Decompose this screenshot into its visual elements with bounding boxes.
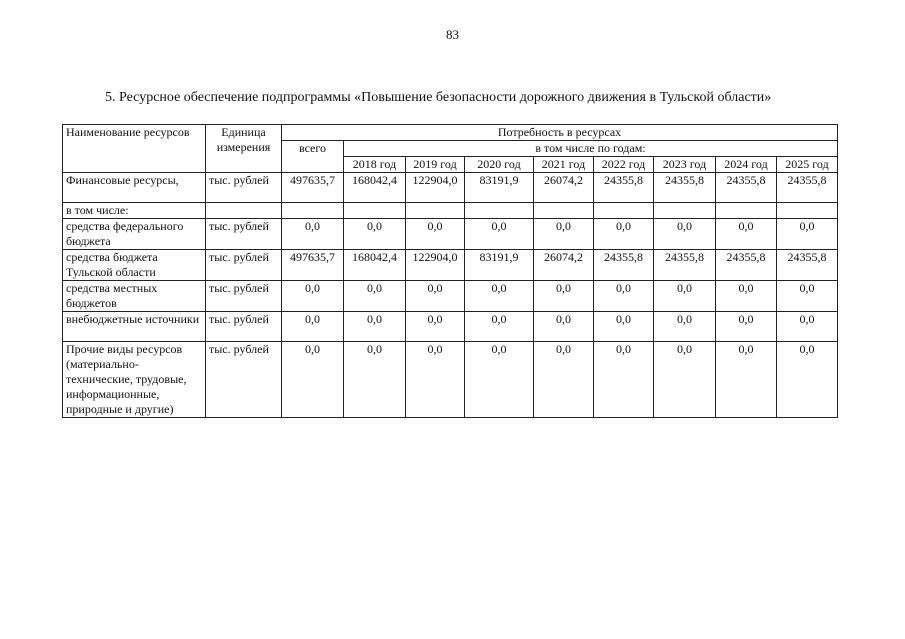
year-value-cell: 0,0 [534, 312, 594, 342]
total-cell: 0,0 [282, 342, 344, 418]
year-value-cell: 0,0 [465, 281, 534, 312]
total-cell: 0,0 [282, 281, 344, 312]
table-row [63, 342, 838, 418]
year-value-cell: 0,0 [344, 312, 406, 342]
year-value-cell: 26074,2 [534, 250, 594, 281]
total-cell: 0,0 [282, 312, 344, 342]
unit-cell: тыс. рублей [206, 281, 282, 312]
header-year: 2021 год [534, 157, 594, 173]
year-value-cell: 0,0 [594, 342, 654, 418]
year-value-cell: 168042,4 [344, 250, 406, 281]
year-value-cell: 0,0 [716, 219, 777, 250]
year-value-cell: 0,0 [534, 281, 594, 312]
header-row-1 [63, 125, 838, 141]
year-value-cell [594, 203, 654, 219]
year-value-cell: 24355,8 [777, 173, 838, 203]
resource-name-cell: внебюджетные источники [63, 312, 206, 342]
table-row [63, 173, 838, 203]
year-value-cell: 122904,0 [406, 173, 465, 203]
header-year: 2024 год [716, 157, 777, 173]
year-value-cell [534, 203, 594, 219]
year-value-cell: 24355,8 [654, 173, 716, 203]
year-value-cell: 24355,8 [777, 250, 838, 281]
year-value-cell: 0,0 [344, 342, 406, 418]
year-value-cell [465, 203, 534, 219]
resource-name-cell: средства федерального бюджета [63, 219, 206, 250]
year-value-cell: 0,0 [406, 342, 465, 418]
year-value-cell: 0,0 [716, 312, 777, 342]
resource-name-cell: Финансовые ресурсы, [63, 173, 206, 203]
unit-cell: тыс. рублей [206, 219, 282, 250]
year-value-cell: 24355,8 [654, 250, 716, 281]
total-cell: 0,0 [282, 219, 344, 250]
section-title: 5. Ресурсное обеспечение подпрограммы «Повышение безопасности дорожного движения в Тульской области» [105, 90, 772, 105]
year-value-cell: 0,0 [777, 219, 838, 250]
year-value-cell: 0,0 [716, 342, 777, 418]
table-row [63, 203, 838, 219]
year-value-cell: 0,0 [465, 312, 534, 342]
header-by-years: в том числе по годам: [344, 141, 838, 157]
year-value-cell: 0,0 [654, 281, 716, 312]
header-year: 2018 год [344, 157, 406, 173]
year-value-cell: 24355,8 [716, 250, 777, 281]
year-value-cell [654, 203, 716, 219]
year-value-cell: 0,0 [654, 312, 716, 342]
total-cell: 497635,7 [282, 250, 344, 281]
unit-cell [206, 203, 282, 219]
year-value-cell: 122904,0 [406, 250, 465, 281]
year-value-cell: 83191,9 [465, 173, 534, 203]
year-value-cell [406, 203, 465, 219]
year-value-cell: 0,0 [406, 281, 465, 312]
page-number: 83 [446, 27, 459, 42]
year-value-cell: 0,0 [344, 219, 406, 250]
header-year: 2022 год [594, 157, 654, 173]
resource-name-cell: Прочие виды ресурсов (материально-технические, трудовые, информационные, природные и другие) [63, 342, 206, 418]
year-value-cell: 0,0 [716, 281, 777, 312]
header-year: 2025 год [777, 157, 838, 173]
year-value-cell: 0,0 [777, 281, 838, 312]
header-need: Потребность в ресурсах [282, 125, 838, 141]
year-value-cell: 0,0 [534, 342, 594, 418]
header-year: 2020 год [465, 157, 534, 173]
year-value-cell: 0,0 [594, 281, 654, 312]
year-value-cell: 0,0 [594, 312, 654, 342]
year-value-cell: 168042,4 [344, 173, 406, 203]
header-total: всего [282, 141, 344, 173]
header-year: 2019 год [406, 157, 465, 173]
header-year: 2023 год [654, 157, 716, 173]
year-value-cell: 83191,9 [465, 250, 534, 281]
table-row [63, 312, 838, 342]
year-value-cell: 0,0 [777, 312, 838, 342]
year-value-cell [344, 203, 406, 219]
year-value-cell: 24355,8 [594, 173, 654, 203]
year-value-cell [777, 203, 838, 219]
year-value-cell: 0,0 [654, 342, 716, 418]
total-cell: 497635,7 [282, 173, 344, 203]
resource-name-cell: в том числе: [63, 203, 206, 219]
resource-name-cell: средства бюджета Тульской области [63, 250, 206, 281]
year-value-cell: 0,0 [465, 342, 534, 418]
year-value-cell: 0,0 [344, 281, 406, 312]
year-value-cell: 0,0 [777, 342, 838, 418]
year-value-cell: 0,0 [406, 219, 465, 250]
unit-cell: тыс. рублей [206, 342, 282, 418]
table-row [63, 219, 838, 250]
table-row [63, 250, 838, 281]
resources-table [62, 124, 838, 418]
unit-cell: тыс. рублей [206, 173, 282, 203]
year-value-cell: 24355,8 [594, 250, 654, 281]
year-value-cell: 26074,2 [534, 173, 594, 203]
year-value-cell: 0,0 [594, 219, 654, 250]
year-value-cell [716, 203, 777, 219]
year-value-cell: 0,0 [465, 219, 534, 250]
header-name: Наименование ресурсов [63, 125, 206, 173]
total-cell [282, 203, 344, 219]
year-value-cell: 0,0 [654, 219, 716, 250]
table-row [63, 281, 838, 312]
resource-name-cell: средства местных бюджетов [63, 281, 206, 312]
unit-cell: тыс. рублей [206, 250, 282, 281]
year-value-cell: 0,0 [406, 312, 465, 342]
unit-cell: тыс. рублей [206, 312, 282, 342]
year-value-cell: 24355,8 [716, 173, 777, 203]
header-unit: Единица измерения [206, 125, 282, 173]
year-value-cell: 0,0 [534, 219, 594, 250]
